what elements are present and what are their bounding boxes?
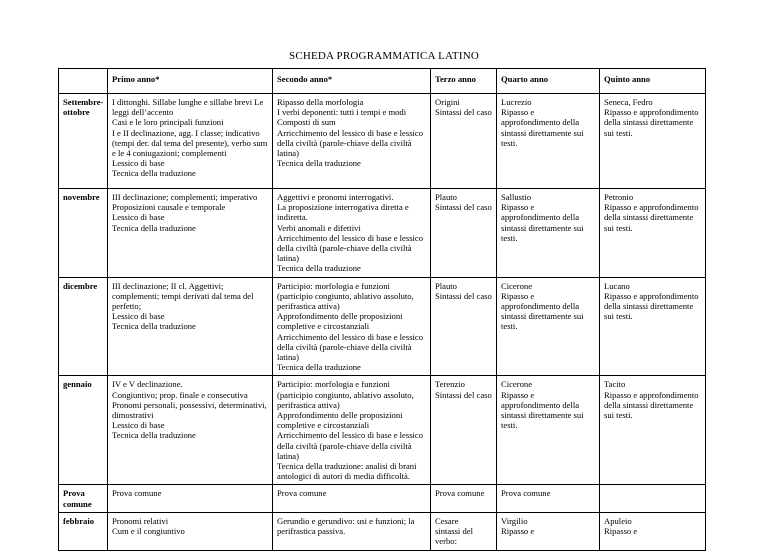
- cell-text-line: Ripasso e approfondimento della sintassi direttamente sui testi.: [604, 107, 699, 138]
- cell-quarto-anno: [497, 94, 600, 189]
- cell-quarto-anno: [497, 189, 600, 278]
- cell-text-line: Seneca, Fedro: [604, 97, 653, 107]
- cell-text-line: Pronomi relativi: [112, 515, 169, 526]
- cell-quarto-anno: [497, 277, 600, 376]
- cell-text-line: Prova comune: [112, 488, 162, 499]
- cell-text-line: Aggettivi e pronomi interrogativi.: [277, 192, 394, 202]
- cell-text-line: I dittonghi. Sillabe lunghe e sillabe brevi Le leggi dell’accento: [112, 97, 264, 118]
- cell-quarto-anno: [497, 485, 600, 512]
- cell-primo-anno: [108, 512, 273, 550]
- table-body: [59, 94, 706, 551]
- cell-text-line: Tecnica della traduzione: [277, 362, 361, 373]
- month-cell: [59, 485, 108, 512]
- cell-text-line: Cesare: [435, 515, 459, 526]
- cell-text-line: III declinazione; II cl. Aggettivi; complementi; tempi derivati dal tema del perfetto;: [112, 280, 254, 312]
- cell-quinto-anno: [600, 512, 706, 550]
- cell-quarto-anno: [497, 376, 600, 485]
- month-label: ottobre: [63, 107, 90, 118]
- cell-text-line: Ripasso e approfondimento della sintassi direttamente sui testi.: [501, 107, 584, 148]
- cell-text-line: Cum e il congiuntivo: [112, 526, 185, 537]
- cell-text-line: Plauto: [435, 280, 457, 291]
- cell-text-line: Virgilio: [501, 515, 528, 526]
- cell-text-line: Arricchimento del lessico di base e lessico della civiltà (parole-chiave della civiltà latina): [277, 232, 424, 264]
- program-table: [58, 68, 706, 551]
- cell-text-line: Arricchimento del lessico di base e lessico della civiltà (parole-chiave della civiltà latina): [277, 331, 424, 363]
- cell-text-line: Lucano: [604, 280, 630, 291]
- cell-quinto-anno: [600, 189, 706, 278]
- cell-text-line: Sintassi del caso: [435, 107, 492, 118]
- month-label: novembre: [63, 192, 100, 202]
- cell-terzo-anno: [431, 189, 497, 278]
- header-primo-anno: Primo anno*: [108, 69, 273, 94]
- cell-text-line: Ripasso e approfondimento della sintassi direttamente sui testi.: [604, 389, 699, 421]
- cell-quinto-anno: [600, 376, 706, 485]
- cell-quarto-anno: [497, 512, 600, 550]
- cell-text-line: Verbi anomali e difettivi: [277, 222, 361, 233]
- cell-primo-anno: [108, 376, 273, 485]
- header-terzo-anno: Terzo anno: [431, 69, 497, 94]
- cell-text-line: Lessico di base: [112, 158, 165, 169]
- table-row: [59, 94, 706, 189]
- cell-primo-anno: [108, 94, 273, 189]
- cell-text-line: I verbi deponenti: tutti i tempi e modi: [277, 107, 407, 118]
- cell-terzo-anno: [431, 485, 497, 512]
- month-cell: [59, 94, 108, 189]
- month-cell: [59, 512, 108, 550]
- month-label: Settembre-: [63, 97, 104, 107]
- cell-text-line: III declinazione; complementi; imperativo: [112, 192, 258, 202]
- cell-text-line: Approfondimento delle proposizioni completive e circostanziali: [277, 410, 403, 431]
- cell-text-line: Lessico di base: [112, 311, 165, 322]
- cell-text-line: Arricchimento del lessico di base e lessico della civiltà (parole-chiave della civiltà latina): [277, 127, 424, 159]
- cell-quinto-anno: [600, 485, 706, 512]
- cell-text-line: Terenzio: [435, 379, 465, 390]
- month-label: Prova: [63, 488, 85, 499]
- table-row: [59, 277, 706, 376]
- cell-text-line: Gerundio e gerundivo: usi e funzioni; la perifrastica passiva.: [277, 515, 415, 537]
- cell-text-line: Tecnica della traduzione: analisi di brani antologici di autori di media difficoltà.: [277, 461, 417, 482]
- cell-text-line: Ripasso e approfondimento della sintassi direttamente sui testi.: [501, 202, 584, 243]
- document-title: SCHEDA PROGRAMMATICA LATINO: [289, 50, 479, 62]
- cell-text-line: Lessico di base: [112, 212, 165, 223]
- cell-text-line: Sintassi del caso: [435, 290, 492, 301]
- cell-terzo-anno: [431, 512, 497, 550]
- cell-text-line: Sintassi del caso: [435, 389, 492, 400]
- cell-text-line: Sallustio: [501, 192, 532, 202]
- cell-secondo-anno: [273, 277, 431, 376]
- cell-secondo-anno: [273, 512, 431, 550]
- cell-secondo-anno: [273, 189, 431, 278]
- cell-text-line: Cicerone: [501, 280, 533, 291]
- cell-text-line: Tecnica della traduzione: [112, 222, 196, 233]
- table-row: [59, 376, 706, 485]
- table-row: [59, 512, 706, 550]
- table-row: [59, 189, 706, 278]
- cell-text-line: Ripasso e approfondimento della sintassi direttamente sui testi.: [604, 290, 699, 322]
- cell-text-line: Proposizioni causale e temporale: [112, 202, 226, 213]
- cell-text-line: Ripasso e: [604, 526, 638, 537]
- cell-text-line: Plauto: [435, 192, 457, 202]
- cell-text-line: Composti di sum: [277, 117, 336, 128]
- cell-text-line: Apuleio: [604, 515, 632, 526]
- cell-text-line: Lucrezio: [501, 97, 532, 107]
- cell-text-line: Tecnica della traduzione: [112, 321, 196, 332]
- cell-text-line: sintassi del verbo:: [435, 526, 473, 547]
- cell-terzo-anno: [431, 277, 497, 376]
- month-cell: [59, 189, 108, 278]
- cell-text-line: Ripasso e approfondimento della sintassi direttamente sui testi.: [501, 290, 584, 332]
- cell-quinto-anno: [600, 94, 706, 189]
- cell-text-line: Ripasso e: [501, 526, 535, 537]
- cell-text-line: Tecnica della traduzione: [277, 263, 361, 274]
- cell-text-line: Prova comune: [501, 488, 551, 499]
- cell-text-line: Pronomi personali, possessivi, determinativi, dimostrativi: [112, 399, 267, 421]
- cell-text-line: Tecnica della traduzione: [277, 158, 361, 169]
- cell-primo-anno: [108, 277, 273, 376]
- cell-secondo-anno: [273, 376, 431, 485]
- cell-text-line: Cicerone: [501, 379, 533, 390]
- cell-quinto-anno: [600, 277, 706, 376]
- cell-primo-anno: [108, 485, 273, 512]
- cell-text-line: Arricchimento del lessico di base e lessico della civiltà (parole-chiave della civiltà latina): [277, 430, 424, 461]
- cell-secondo-anno: [273, 94, 431, 189]
- month-label: dicembre: [63, 280, 98, 291]
- cell-text-line: Petronio: [604, 192, 634, 202]
- cell-text-line: Approfondimento delle proposizioni completive e circostanziali: [277, 311, 403, 332]
- cell-primo-anno: [108, 189, 273, 278]
- month-cell: [59, 376, 108, 485]
- cell-text-line: Casi e le loro principali funzioni: [112, 117, 224, 128]
- month-label: febbraio: [63, 515, 95, 526]
- header-cell-empty: [59, 69, 108, 94]
- cell-text-line: Participio: morfologia e funzioni (participio congiunto, ablativo assoluto, perifrastica attiva): [277, 379, 414, 410]
- cell-text-line: Origini: [435, 97, 460, 107]
- cell-text-line: Prova comune: [277, 488, 327, 499]
- header-row: [59, 69, 706, 94]
- cell-terzo-anno: [431, 94, 497, 189]
- cell-text-line: IV e V declinazione.: [112, 379, 183, 390]
- cell-text-line: Lessico di base: [112, 420, 165, 431]
- cell-secondo-anno: [273, 485, 431, 512]
- cell-terzo-anno: [431, 376, 497, 485]
- cell-text-line: I e II declinazione, agg. I classe; indicativo (tempi der. dal tema del presente), verbo sum e le 4 coniugazioni; complementi: [112, 127, 268, 159]
- cell-text-line: Participio: morfologia e funzioni (participio congiunto, ablativo assoluto, perifrastica attiva): [277, 280, 414, 312]
- cell-text-line: Ripasso e approfondimento della sintassi direttamente sui testi.: [604, 202, 699, 233]
- month-label: comune: [63, 498, 92, 509]
- month-label: gennaio: [63, 379, 92, 390]
- cell-text-line: Ripasso della morfologia: [277, 97, 364, 107]
- cell-text-line: Tecnica della traduzione: [112, 430, 196, 441]
- month-cell: [59, 277, 108, 376]
- header-quinto-anno: Quinto anno: [600, 69, 706, 94]
- table-row: [59, 485, 706, 512]
- cell-text-line: La proposizione interrogativa diretta e indiretta.: [277, 202, 409, 223]
- cell-text-line: Ripasso e approfondimento della sintassi direttamente sui testi.: [501, 389, 584, 431]
- cell-text-line: Tecnica della traduzione: [112, 168, 196, 179]
- header-quarto-anno: Quarto anno: [497, 69, 600, 94]
- header-secondo-anno: Secondo anno*: [273, 69, 431, 94]
- cell-text-line: Congiuntivo; prop. finale e consecutiva: [112, 389, 248, 400]
- cell-text-line: Prova comune: [435, 488, 485, 499]
- cell-text-line: Sintassi del caso: [435, 202, 492, 213]
- cell-text-line: Tacito: [604, 379, 626, 390]
